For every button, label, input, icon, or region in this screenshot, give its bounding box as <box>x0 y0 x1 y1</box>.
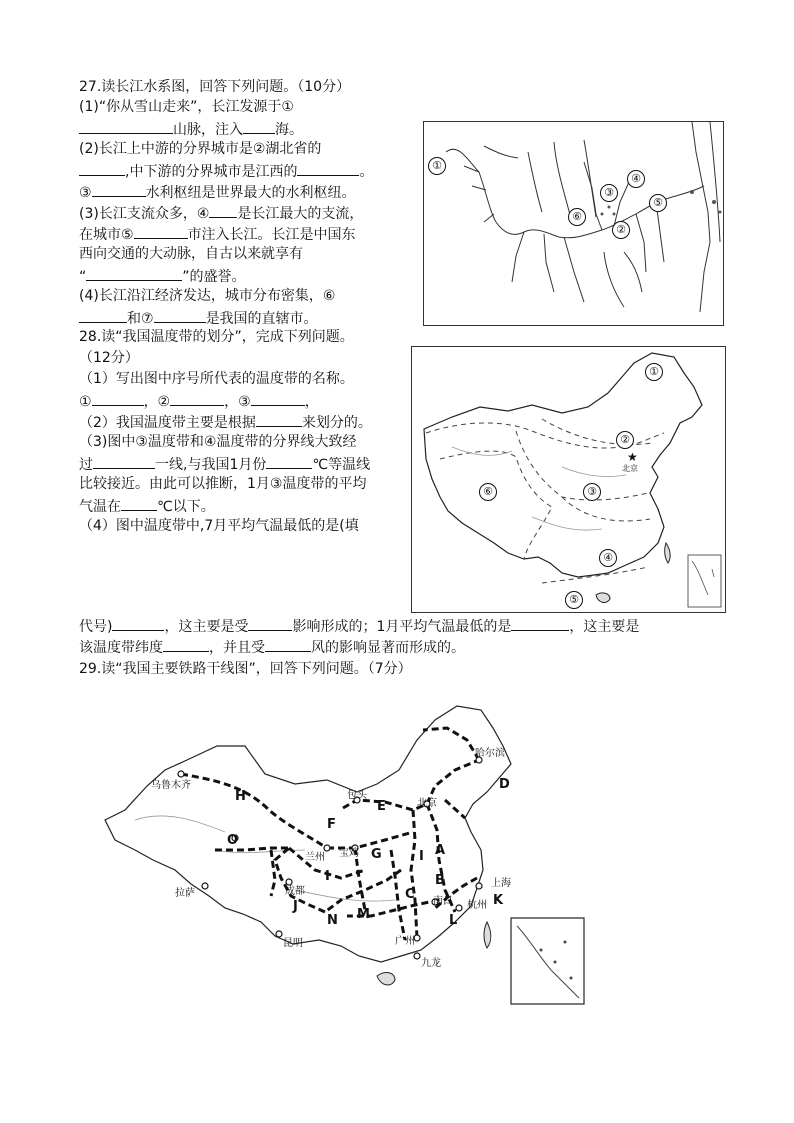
railway-label-m: M <box>357 907 370 922</box>
zone-marker-4: ④ <box>599 549 617 567</box>
answer-blank[interactable] <box>79 308 127 323</box>
city-shanghai: 上海 <box>491 878 511 889</box>
map-marker-1: ① <box>428 157 446 175</box>
answer-blank[interactable] <box>92 182 146 197</box>
railway-label-h: H <box>235 789 246 804</box>
answer-blank[interactable] <box>251 391 305 406</box>
q27-line-2: 山脉，注入 海。 <box>79 119 303 140</box>
railway-label-j: J <box>293 899 298 914</box>
answer-blank[interactable] <box>256 412 302 427</box>
zone-marker-5: ⑤ <box>565 591 583 609</box>
answer-blank[interactable] <box>243 119 275 134</box>
q27-line-3: (2)长江上中游的分界城市是②湖北省的 <box>79 141 322 157</box>
city-lhasa: 拉萨 <box>175 888 195 899</box>
map-marker-6: ⑥ <box>568 208 586 226</box>
q28-line-9: 代号) ，这主要是受 影响形成的；1月平均气温最低的是 ，这主要是 <box>79 616 639 637</box>
zone-marker-3: ③ <box>583 483 601 501</box>
q28-line-8: （4）图中温度带中,7月平均气温最低的是(填 <box>79 518 359 534</box>
answer-blank[interactable] <box>93 454 155 469</box>
railway-label-l: L <box>449 913 458 928</box>
zone-marker-2: ② <box>616 431 634 449</box>
q28-line-2: ① ，② ，③ ， <box>79 391 319 412</box>
railway-label-i-east: I <box>419 849 424 864</box>
capital-label: 北京 <box>622 464 638 473</box>
city-nanchang: 南昌 <box>433 896 453 907</box>
q28-line-4: （3)图中③温度带和④温度带的分界线大致经 <box>79 434 357 450</box>
answer-blank[interactable] <box>134 224 188 239</box>
city-chengdu: 成都 <box>285 886 305 897</box>
q28-line-10: 该温度带纬度 ，并且受 风的影响显著而形成的。 <box>79 637 465 658</box>
q27-line-10: (4)长江沿江经济发达，城市分布密集，⑥ <box>79 288 336 304</box>
railway-label-e: E <box>377 799 386 814</box>
answer-blank[interactable] <box>511 616 569 631</box>
q28-score: （12分） <box>79 350 139 366</box>
q27-line-6: (3)长江支流众多，④ 是长江最大的支流， <box>79 203 363 224</box>
map-marker-2: ② <box>612 221 630 239</box>
city-kunming: 昆明 <box>283 938 303 949</box>
railway-label-a: A <box>435 843 446 858</box>
railway-label-f: F <box>327 817 336 832</box>
answer-blank[interactable] <box>170 391 224 406</box>
q27-line-4: ,中下游的分界城市是江西的 。 <box>79 161 373 182</box>
city-urumqi: 乌鲁木齐 <box>151 780 191 791</box>
map-marker-5: ⑤ <box>649 194 667 212</box>
china-outline-drawing <box>412 347 725 612</box>
answer-blank[interactable] <box>112 616 164 631</box>
q28-line-7: 气温在 ℃以下。 <box>79 496 215 517</box>
answer-blank[interactable] <box>248 616 292 631</box>
q27-line-9: “ ”的盛誉。 <box>79 266 246 287</box>
answer-blank[interactable] <box>266 454 312 469</box>
zone-marker-6: ⑥ <box>479 483 497 501</box>
railway-label-i-west: I <box>325 869 330 884</box>
railway-label-k: K <box>493 893 504 908</box>
city-harbin: 哈尔滨 <box>475 748 505 759</box>
city-kowloon: 九龙 <box>421 958 441 969</box>
q27-line-1: (1)“你从雪山走来”，长江发源于① <box>79 99 294 115</box>
railway-label-n: N <box>327 913 338 928</box>
q27-title: 27.读长江水系图，回答下列问题。（10分） <box>79 79 351 95</box>
railway-label-o: O <box>227 833 239 848</box>
railway-label-b: B <box>435 873 445 888</box>
railway-map <box>95 700 590 1010</box>
answer-blank[interactable] <box>154 308 206 323</box>
q27-line-8: 西向交通的大动脉，自古以来就享有 <box>79 246 303 262</box>
map-marker-4: ④ <box>627 170 645 188</box>
city-baoji: 宝鸡 <box>339 848 359 859</box>
answer-blank[interactable] <box>79 161 125 176</box>
railway-label-g: G <box>371 847 382 862</box>
city-lanzhou: 兰州 <box>305 852 325 863</box>
answer-blank[interactable] <box>163 637 209 652</box>
answer-blank[interactable] <box>86 266 182 281</box>
q28-line-5: 过 一线,与我国1月份 ℃等温线 <box>79 454 370 475</box>
city-guangzhou: 广州 <box>395 936 415 947</box>
capital-star-icon: ★ <box>627 450 638 464</box>
q27-line-7: 在城市⑤ 市注入长江。长江是中国东 <box>79 224 356 245</box>
zone-marker-1: ① <box>645 363 663 381</box>
q28-title: 28.读“我国温度带的划分”，完成下列问题。 <box>79 329 354 345</box>
city-hangzhou: 杭州 <box>467 900 487 911</box>
q28-line-6: 比较接近。由此可以推断，1月③温度带的平均 <box>79 476 367 492</box>
answer-blank[interactable] <box>265 637 311 652</box>
city-beijing: 北京 <box>417 798 437 809</box>
answer-blank[interactable] <box>79 119 173 134</box>
map-marker-3: ③ <box>600 184 618 202</box>
q27-line-5: ③ 水利枢纽是世界最大的水利枢纽。 <box>79 182 356 203</box>
yangtze-river-map <box>423 121 724 326</box>
city-baotou: 包头 <box>347 790 367 801</box>
q28-line-1: （1）写出图中序号所代表的温度带的名称。 <box>79 371 354 387</box>
q28-line-3: （2）我国温度带主要是根据 来划分的。 <box>79 412 372 433</box>
temperature-zone-map <box>411 346 726 613</box>
answer-blank[interactable] <box>121 496 157 511</box>
answer-blank[interactable] <box>209 203 237 218</box>
answer-blank[interactable] <box>297 161 359 176</box>
q29-title: 29.读“我国主要铁路干线图”，回答下列问题。（7分） <box>79 661 412 677</box>
q27-line-11: 和⑦ 是我国的直辖市。 <box>79 308 318 329</box>
answer-blank[interactable] <box>92 391 144 406</box>
railway-label-d: D <box>499 777 510 792</box>
railway-label-c: C <box>405 887 415 902</box>
